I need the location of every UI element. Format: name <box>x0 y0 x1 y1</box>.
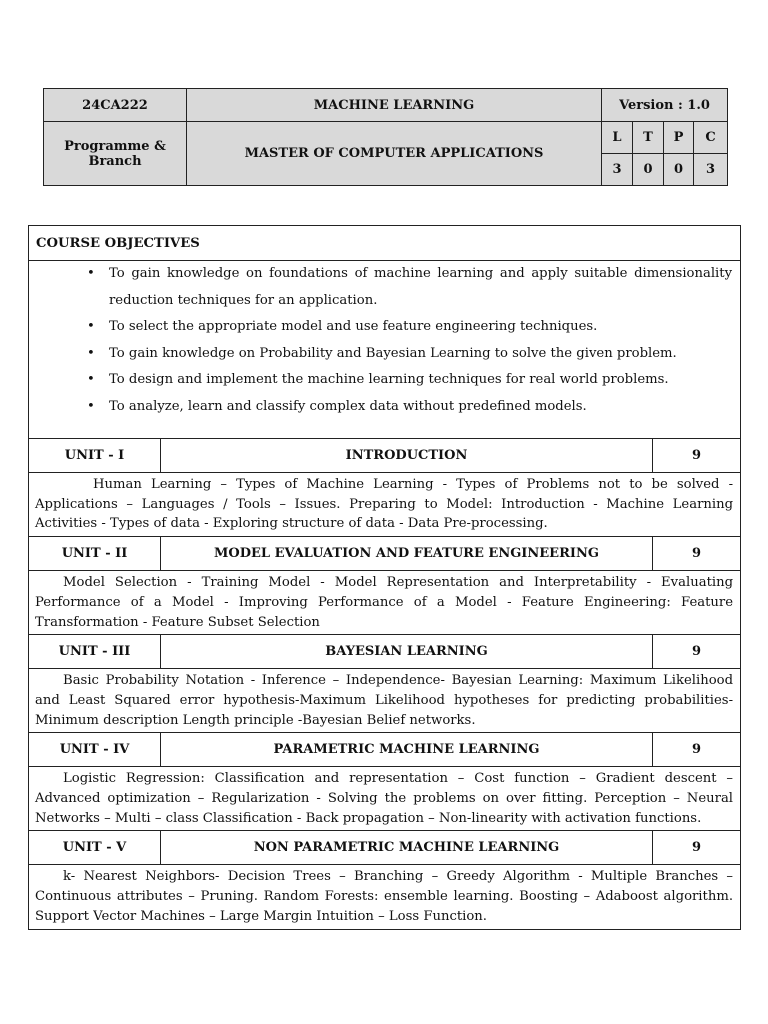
ltpc-value-t: 0 <box>633 154 664 186</box>
unit-title: MODEL EVALUATION AND FEATURE ENGINEERING <box>161 537 653 571</box>
unit-title: INTRODUCTION <box>161 439 653 473</box>
ltpc-label-t: T <box>633 122 664 154</box>
objectives-title: COURSE OBJECTIVES <box>29 226 741 261</box>
unit-title: PARAMETRIC MACHINE LEARNING <box>161 733 653 767</box>
unit-hours: 9 <box>653 635 741 669</box>
programme-value: MASTER OF COMPUTER APPLICATIONS <box>187 122 602 186</box>
objective-item: • To gain knowledge on Probability and Bayesian Learning to solve the given problem. <box>109 341 732 368</box>
ltpc-label-c: C <box>694 122 728 154</box>
objective-item: • To gain knowledge on foundations of machine learning and apply suitable dimensionality reduction techniques for an application. <box>109 261 732 314</box>
ltpc-label-l: L <box>602 122 633 154</box>
unit-label: UNIT - I <box>29 439 161 473</box>
objective-item: • To design and implement the machine learning techniques for real world problems. <box>109 367 732 394</box>
unit-label: UNIT - IV <box>29 733 161 767</box>
unit-title: BAYESIAN LEARNING <box>161 635 653 669</box>
unit-hours: 9 <box>653 733 741 767</box>
unit-content: Human Learning – Types of Machine Learning - Types of Problems not to be solved - Applications – Languages / Tools – Issues. Preparing to Model: Introduction - Machine Learning Activities - Types of data - Exploring structure of data - Data Pre-processing. <box>29 473 741 537</box>
version-label: Version : 1.0 <box>602 89 728 122</box>
ltpc-value-p: 0 <box>664 154 694 186</box>
objective-item: • To analyze, learn and classify complex data without predefined models. <box>109 394 732 421</box>
unit-label: UNIT - V <box>29 831 161 865</box>
ltpc-value-l: 3 <box>602 154 633 186</box>
unit-content: k- Nearest Neighbors- Decision Trees – Branching – Greedy Algorithm - Multiple Branches – Continuous attributes – Pruning. Random Forests: ensemble learning. Boosting – Adaboost algorithm. Support Vector Machines – Large Margin Intuition – Loss Function. <box>29 865 741 929</box>
unit-label: UNIT - III <box>29 635 161 669</box>
unit-hours: 9 <box>653 537 741 571</box>
unit-content: Logistic Regression: Classification and representation – Cost function – Gradient descent – Advanced optimization – Regularization - Solving the problems on over fitting. Perception – Neural Networks – Multi – class Classification - Back propagation – Non-linearity with activation functions. <box>29 767 741 831</box>
course-header-table <box>43 88 728 186</box>
syllabus-table <box>28 225 741 930</box>
unit-hours: 9 <box>653 439 741 473</box>
course-code: 24CA222 <box>44 89 187 122</box>
unit-content: Basic Probability Notation - Inference – Independence- Bayesian Learning: Maximum Likelihood and Least Squared error hypothesis-Maximum Likelihood hypotheses for predicting probabilities- Minimum description Length principle -Bayesian Belief networks. <box>29 669 741 733</box>
unit-hours: 9 <box>653 831 741 865</box>
ltpc-value-c: 3 <box>694 154 728 186</box>
unit-title: NON PARAMETRIC MACHINE LEARNING <box>161 831 653 865</box>
unit-content: Model Selection - Training Model - Model Representation and Interpretability - Evaluating Performance of a Model - Improving Performance of a Model - Feature Engineering: Feature Transformation - Feature Subset Selection <box>29 571 741 635</box>
objectives-cell <box>29 261 741 439</box>
objectives-list <box>29 261 732 420</box>
ltpc-label-p: P <box>664 122 694 154</box>
unit-label: UNIT - II <box>29 537 161 571</box>
course-title: MACHINE LEARNING <box>187 89 602 122</box>
programme-label: Programme & Branch <box>44 122 187 186</box>
objective-item: • To select the appropriate model and use feature engineering techniques. <box>109 314 732 341</box>
